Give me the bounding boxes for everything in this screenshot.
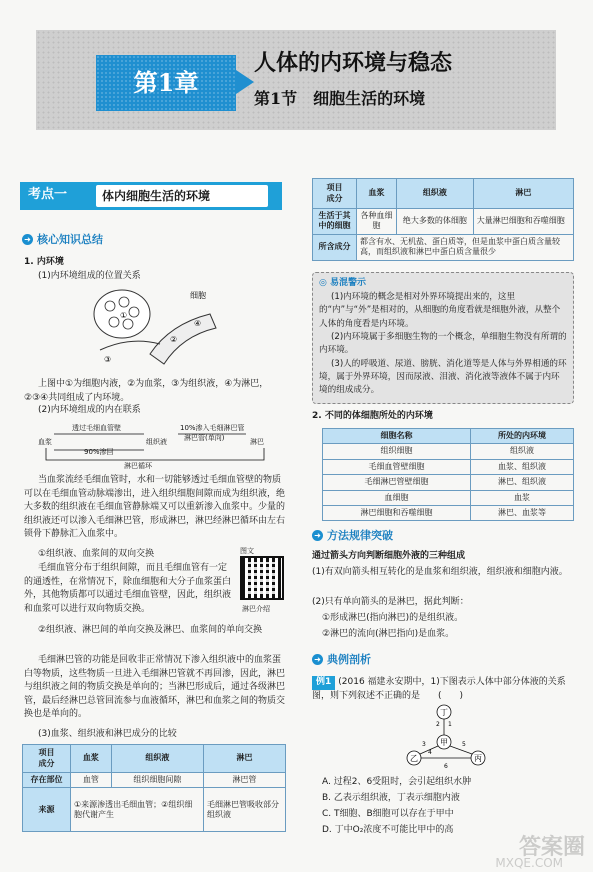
tl-row-label: 来源 bbox=[23, 788, 71, 832]
s1-sub2: (2)内环境组成的内在联系 bbox=[38, 405, 141, 415]
tr-cell: 各种血细胞 bbox=[357, 209, 397, 235]
tr-col-2: 组织液 bbox=[397, 179, 474, 209]
tr-row-label: 生活于其中的细胞 bbox=[313, 209, 357, 235]
tl-cell: 毛细淋巴管吸收部分组织液 bbox=[204, 788, 286, 832]
flow-label-3: 10%渗入毛细淋巴管 bbox=[180, 424, 245, 432]
s1-p1: 上图中①为细胞内液，②为血浆，③为组织液，④为淋巴，②③④共同组成了内环境。 bbox=[24, 379, 269, 403]
env-cell: 血细胞 bbox=[323, 490, 471, 505]
diag-num-4: ④ bbox=[194, 319, 202, 328]
qr-caption-top: 图文 bbox=[240, 547, 254, 555]
compare-table-right bbox=[312, 178, 574, 261]
tl-col-1: 血浆 bbox=[71, 745, 112, 773]
tr-cell: 大量淋巴细胞和吞噬细胞 bbox=[473, 209, 573, 235]
node-yi: 乙 bbox=[410, 754, 418, 763]
env-cell: 毛细血管壁细胞 bbox=[323, 459, 471, 474]
flow-label-7: 淋巴 bbox=[250, 438, 264, 446]
arrow-icon: ➜ bbox=[22, 234, 33, 245]
edge-num: 2 bbox=[436, 721, 440, 728]
warning-line: (1)内环境的概念是相对外界环境提出来的，这里的“内”与“外”是相对的，从细胞的角度看就是细胞外液，从整个人体的角度看是内环境。 bbox=[319, 291, 561, 329]
core-heading: ➜ 核心知识总结 bbox=[22, 232, 103, 248]
flow-label-5: 90%渗回 bbox=[84, 448, 114, 456]
arrow-icon: ➜ bbox=[312, 654, 323, 665]
warning-title: ◎ 易混警示 bbox=[319, 278, 367, 288]
flow-diagram bbox=[24, 420, 286, 470]
s1-p3: ①组织液、血浆间的双向交换 bbox=[38, 549, 155, 559]
flow-label-4: 淋巴管(单向) bbox=[184, 434, 225, 442]
option-c: C. T细胞、B细胞可以存在于甲中 bbox=[322, 809, 454, 819]
tl-cell: ①来源渗透出毛细血管；②组织细胞代谢产生 bbox=[71, 788, 204, 832]
option-b: B. 乙表示组织液，丁表示细胞内液 bbox=[322, 793, 460, 803]
node-bing: 丙 bbox=[474, 754, 482, 763]
method-l2: (2)只有单向箭头的是淋巴，据此判断： bbox=[312, 597, 469, 607]
example-stem: 例1 (2016 福建永安期中，1)下图表示人体中部分体液的关系图，则下列叙述不正确的是 ( ) bbox=[312, 677, 566, 701]
arrow-icon: ➜ bbox=[312, 530, 323, 541]
tr-corner: 项目 成分 bbox=[313, 179, 357, 209]
qr-code[interactable] bbox=[240, 556, 284, 600]
flow-label-1: 透过毛细血管壁 bbox=[72, 424, 121, 432]
compare-table-left bbox=[22, 744, 286, 832]
s1-sub3: (3)血浆、组织液和淋巴成分的比较 bbox=[38, 729, 177, 739]
tl-cell: 组织细胞间隙 bbox=[111, 773, 203, 788]
tr-cell: 都含有水、无机盐、蛋白质等，但是血浆中蛋白质含量较高，而组织液和淋巴中蛋白质含量很少 bbox=[357, 234, 574, 260]
kaodian-label: 考点一 bbox=[28, 187, 68, 202]
env-cell: 组织液 bbox=[470, 444, 573, 459]
method-heading: ➜ 方法规律突破 bbox=[312, 528, 393, 544]
option-a: A. 过程2、6受阻时，会引起组织水肿 bbox=[322, 777, 472, 787]
node-jia: 甲 bbox=[440, 738, 448, 747]
chapter-header bbox=[36, 30, 556, 130]
tl-cell: 淋巴管 bbox=[204, 773, 286, 788]
edge-num: 6 bbox=[444, 763, 448, 770]
diag-num-2: ② bbox=[170, 335, 178, 344]
edge-num: 5 bbox=[462, 741, 466, 748]
env-cell: 组织细胞 bbox=[323, 444, 471, 459]
node-ding: 丁 bbox=[440, 708, 448, 717]
tr-col-3: 淋巴 bbox=[473, 179, 573, 209]
edge-num: 3 bbox=[422, 741, 426, 748]
tl-corner: 项目 成分 bbox=[23, 745, 71, 773]
diag-label: 细胞 bbox=[190, 291, 206, 300]
s1-p2: 当血浆流经毛细血管时，水和一切能够透过毛细血管壁的物质可以在毛细血管动脉端渗出，进入组织细胞间隙而成为组织液，绝大多数的组织液在毛细血管静脉端又可以重新渗入血浆中。少量的组织液还可以渗入毛细淋巴管，形成淋巴，淋巴经淋巴循环由左右锁骨下静脉汇入血浆中。 bbox=[24, 475, 286, 539]
chapter-label: 第1章 bbox=[96, 55, 236, 111]
section-title: 第1节 细胞生活的环境 bbox=[254, 89, 426, 108]
tr-col-1: 血浆 bbox=[357, 179, 397, 209]
option-d: D. 丁中O₂浓度不可能比甲中的高 bbox=[322, 825, 454, 835]
edge-num: 4 bbox=[428, 749, 432, 756]
env-col-2: 所处的内环境 bbox=[470, 429, 573, 444]
edge-num: 1 bbox=[448, 721, 452, 728]
s2-title: 2. 不同的体细胞所处的内环境 bbox=[312, 411, 433, 421]
warning-line: (3)人的呼吸道、尿道、膀胱、消化道等是人体与外界相通的环境，属于外界环境，因而尿液、泪液、消化液等液体不属于内环境的组成成分。 bbox=[319, 358, 567, 396]
tl-col-3: 淋巴 bbox=[204, 745, 286, 773]
env-cell: 血浆、组织液 bbox=[470, 459, 573, 474]
tl-col-2: 组织液 bbox=[111, 745, 203, 773]
env-col-1: 细胞名称 bbox=[323, 429, 471, 444]
watermark-url: MXQE.COM bbox=[495, 855, 563, 870]
method-l1: (1)有双向箭头相互转化的是血浆和组织液，组织液和细胞内液。 bbox=[312, 567, 568, 577]
method-l4: ②淋巴的流向(淋巴指向)是血浆。 bbox=[322, 629, 455, 639]
flow-label-2: 组织液 bbox=[146, 438, 167, 446]
s1-sub1: (1)内环境组成的位置关系 bbox=[38, 271, 141, 281]
flow-label-6: 血浆 bbox=[38, 438, 52, 446]
env-cell: 血浆 bbox=[470, 490, 573, 505]
example-heading: ➜ 典例剖析 bbox=[312, 652, 371, 668]
kaodian-title: 体内细胞生活的环境 bbox=[96, 185, 268, 207]
chapter-title: 人体的内环境与稳态 bbox=[254, 50, 453, 76]
method-l3: ①形成淋巴(指向淋巴)的是组织液。 bbox=[322, 613, 464, 623]
chapter-arrow bbox=[236, 70, 254, 94]
s1-p5: ②组织液、淋巴间的单向交换及淋巴、血浆间的单向交换 bbox=[38, 625, 263, 635]
warning-line: (2)内环境属于多细胞生物的一个概念，单细胞生物没有所谓的内环境。 bbox=[319, 331, 567, 356]
flow-label-8: 淋巴循环 bbox=[124, 462, 152, 470]
qr-caption-bottom: 淋巴介绍 bbox=[242, 605, 270, 613]
tl-row-label: 存在部位 bbox=[23, 773, 71, 788]
tr-cell: 绝大多数的体细胞 bbox=[397, 209, 474, 235]
kaodian-banner bbox=[20, 182, 282, 210]
cell-diagram bbox=[90, 284, 220, 370]
method-bold: 通过箭头方向判断细胞外液的三种组成 bbox=[312, 551, 466, 561]
cell-env-table bbox=[322, 428, 574, 521]
s1-title: 1. 内环境 bbox=[24, 257, 64, 267]
example-tag: 例1 bbox=[312, 676, 335, 690]
watermark-logo: 答案圈 bbox=[518, 835, 585, 861]
s1-p6: 毛细淋巴管的功能是回收非正常情况下渗入组织液中的血浆蛋白等物质，这些物质一旦进入毛细淋巴管就不再回渗，因此，淋巴与组织液之间的物质交换是单向的；当淋巴形成后，通过各级淋巴管，最后经淋巴总管回流参与血液循环，淋巴和血浆之间的物质交换也是单向的。 bbox=[24, 655, 286, 719]
env-cell: 淋巴、组织液 bbox=[470, 475, 573, 490]
env-cell: 毛细淋巴管壁细胞 bbox=[323, 475, 471, 490]
warning-box bbox=[312, 272, 574, 404]
tr-row-label: 所含成分 bbox=[313, 234, 357, 260]
diag-num-3: ③ bbox=[104, 355, 112, 364]
env-cell: 淋巴、血浆等 bbox=[470, 505, 573, 520]
fluid-diagram bbox=[400, 700, 490, 772]
s1-p4: 毛细血管分布于组织间隙，而且毛细血管有一定的通透性，在常情况下，除血细胞和大分子血浆蛋白外，其他物质都可以通过毛细血管壁，因此，组织液和血浆可以进行双向物质交换。 bbox=[24, 563, 232, 614]
tl-cell: 血管 bbox=[71, 773, 112, 788]
env-cell: 淋巴细胞和吞噬细胞 bbox=[323, 505, 471, 520]
diag-num-1: ① bbox=[120, 311, 128, 320]
